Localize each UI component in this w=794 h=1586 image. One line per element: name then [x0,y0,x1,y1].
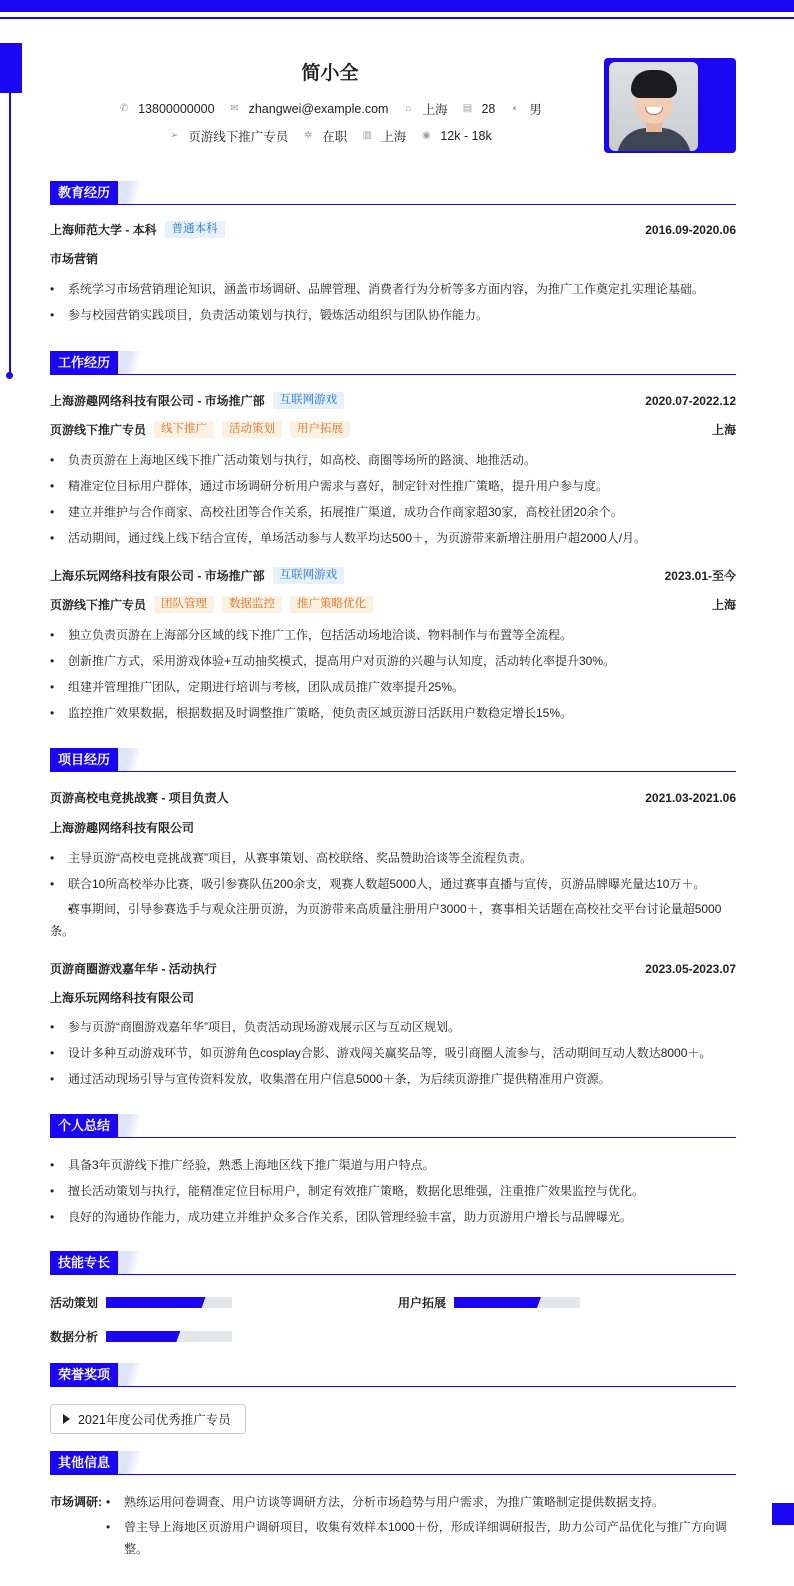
work-date: 2023.01-至今 [664,569,736,583]
target-city-item [361,127,406,145]
gender-text: 男 [529,103,542,117]
skill-tag: 数据监控 [222,596,282,613]
list-item: • 通过活动现场引导与宣传资料发放，收集潜在用户信息5000＋条，为后续页游推广提供精准用户资源。 [50,1068,736,1090]
project-company-row [50,989,736,1006]
list-item: • 参与页游“商圈游戏嘉年华”项目，负责活动现场游戏展示区与互动区规划。 [50,1016,736,1038]
other-section-title: 其他信息 [50,1451,144,1475]
skill-tag: 团队管理 [154,596,214,613]
company-name: 上海游趣网络科技有限公司 - 市场推广部 [50,394,265,408]
salary-text: 12k - 18k [440,129,492,143]
status-item [302,127,347,145]
target-job-item [168,127,288,145]
phone-icon: ✆ [119,103,129,114]
other-label: 市场调研: [50,1495,102,1509]
projects-divider [50,771,736,772]
skill-tag: 推广策略优化 [290,596,373,613]
phone-text: 13800000000 [138,102,215,116]
work-role-row [50,421,736,438]
skill-bar [106,1331,232,1342]
school-name: 上海师范大学 - 本科 [50,223,157,237]
skill-bar [454,1297,580,1308]
project-title: 页游高校电竞挑战赛 - 项目负责人 [50,791,229,805]
job-intent-row [50,127,610,145]
list-item: • 赛事期间，引导参赛选手与观众注册页游，为页游带来高质量注册用户3000＋，赛事相关话题在高校社交平台讨论量超5000条。 [50,898,736,942]
left-accent-dot [6,372,13,379]
list-item: • 主导页游“高校电竞挑战赛”项目，从赛事策划、高校联络、奖品赞助洽谈等全流程负责。 [50,847,736,869]
award-text: 2021年度公司优秀推广专员 [78,1413,231,1427]
send-icon: ➢ [170,130,179,141]
skill-bar-fill [454,1297,541,1308]
work-role-row [50,596,736,613]
skills-section-title: 技能专长 [50,1251,144,1275]
email-item [229,102,389,116]
email-text: zhangwei@example.com [248,102,389,116]
location-text: 上海 [422,103,448,117]
right-accent-block [772,1503,794,1525]
skill-item [50,1328,232,1345]
project-header-row [50,789,736,806]
skill-tag: 线下推广 [154,421,214,438]
project-title: 页游商圈游戏嘉年华 - 活动执行 [50,962,217,976]
top-accent-bar [0,0,794,12]
mail-icon: ✉ [230,103,239,114]
status-icon: ✲ [304,130,313,141]
summary-divider [50,1137,736,1138]
list-item: • 熟练运用问卷调查、用户访谈等调研方法，分析市场趋势与用户需求，为推广策略制定提供数据支持。 [106,1491,736,1513]
role-name: 页游线下推广专员 [50,423,147,437]
skill-bar [106,1297,232,1308]
projects-section-title: 项目经历 [50,748,144,772]
resume-header [50,58,610,158]
age-icon: ▤ [462,103,473,114]
education-divider [50,204,736,205]
project-date: 2021.03-2021.06 [645,790,736,805]
work-city: 上海 [711,598,736,612]
building-icon: ▥ [362,130,373,141]
list-item: • 具备3年页游线下推广经验，熟悉上海地区线下推广渠道与用户特点。 [50,1154,736,1176]
major-name: 市场营销 [50,252,99,266]
work-section-title: 工作经历 [50,351,144,375]
work-header-row [50,567,736,584]
skills-divider [50,1274,736,1275]
skill-item [398,1294,580,1311]
list-item: • 系统学习市场营销理论知识，涵盖市场调研、品牌管理、消费者行为分析等多方面内容，为推广工作奠定扎实理论基础。 [50,278,736,300]
work-header-row [50,392,736,409]
project-company: 上海乐玩网络科技有限公司 [50,991,195,1005]
education-header-row [50,221,736,238]
company-name: 上海乐玩网络科技有限公司 - 市场推广部 [50,569,265,583]
list-item: • 独立负责页游在上海部分区域的线下推广工作，包括活动场地洽谈、物料制作与布置等全流程。 [50,624,736,646]
degree-tag: 普通本科 [165,221,225,238]
list-item: • 负责页游在上海地区线下推广活动策划与执行，如高校、商圈等场所的路演、地推活动。 [50,449,736,471]
list-item: • 联合10所高校举办比赛，吸引参赛队伍200余支，观赛人数超5000人，通过赛事直播与宣传，页游品牌曝光量达10万＋。 [50,873,736,895]
awards-divider [50,1386,736,1387]
target-city-text: 上海 [381,130,407,144]
skill-tag: 用户拓展 [290,421,350,438]
status-text: 在职 [322,130,348,144]
summary-section-title: 个人总结 [50,1114,144,1138]
age-text: 28 [481,102,496,116]
industry-tag: 互联网游戏 [273,392,345,409]
project-company: 上海游趣网络科技有限公司 [50,821,195,835]
project-header-row [50,960,736,977]
list-item: • 组建并管理推广团队，定期进行培训与考核，团队成员推广效率提升25%。 [50,676,736,698]
industry-tag: 互联网游戏 [273,567,345,584]
skill-tag: 活动策划 [222,421,282,438]
list-item: • 活动期间，通过线上线下结合宣传，单场活动参与人数平均达500＋，为页游带来新增注册用户超2000人/月。 [50,527,736,549]
contact-row [50,100,610,118]
list-item: • 建立并维护与合作商家、高校社团等合作关系，拓展推广渠道，成功合作商家超30家，高校社团20余个。 [50,501,736,523]
project-company-row [50,819,736,836]
location-item [402,100,447,118]
avatar [609,62,698,151]
skill-name: 用户拓展 [398,1296,447,1310]
skill-bar-fill [106,1297,206,1308]
list-item: • 擅长活动策划与执行，能精准定位目标用户，制定有效推广策略，数据化思维强，注重推广效果监控与优化。 [50,1180,736,1202]
list-item: • 设计多种互动游戏环节，如页游角色cosplay合影、游戏闯关赢奖品等，吸引商圈人流参与，活动期间互动人数达8000＋。 [50,1042,736,1064]
salary-item [420,129,491,143]
award-item [50,1404,246,1434]
list-item: • 精准定位目标用户群体，通过市场调研分析用户需求与喜好，制定针对性推广策略，提升用户参与度。 [50,475,736,497]
gender-item [509,100,542,118]
project-date: 2023.05-2023.07 [645,961,736,976]
awards-section-title: 荣誉奖项 [50,1363,144,1387]
gender-icon: ◐ [512,103,519,114]
home-icon: ⌂ [405,103,412,114]
phone-item [118,102,214,116]
role-name: 页游线下推广专员 [50,598,147,612]
list-item: • 良好的沟通协作能力，成功建立并维护众多合作关系，团队管理经验丰富，助力页游用户增长与品牌曝光。 [50,1206,736,1228]
top-accent-line [0,17,794,19]
skill-bar-fill [106,1331,180,1342]
work-date: 2020.07-2022.12 [645,393,736,408]
play-icon [63,1414,70,1424]
education-date: 2016.09-2020.06 [645,222,736,237]
money-icon: ◉ [421,130,431,141]
left-accent-line [9,93,11,375]
other-divider [50,1474,736,1475]
skill-name: 活动策划 [50,1296,99,1310]
list-item: • 监控推广效果数据，根据数据及时调整推广策略，使负责区域页游日活跃用户数稳定增长15%。 [50,702,736,724]
age-item [461,102,495,116]
skill-item [50,1294,232,1311]
skill-name: 数据分析 [50,1330,99,1344]
list-item: • 参与校园营销实践项目，负责活动策划与执行，锻炼活动组织与团队协作能力。 [50,304,736,326]
left-accent-block [0,43,22,93]
work-divider [50,374,736,375]
major-row [50,250,736,267]
education-section-title: 教育经历 [50,181,144,205]
target-job-text: 页游线下推广专员 [188,130,289,144]
list-item: • 曾主导上海地区页游用户调研项目，收集有效样本1000＋份，形成详细调研报告，助力公司产品优化与推广方向调整。 [106,1516,736,1560]
work-city: 上海 [711,423,736,437]
candidate-name: 简小全 [301,63,359,84]
list-item: • 创新推广方式，采用游戏体验+互动抽奖模式，提高用户对页游的兴趣与认知度，活动转化率提升30%。 [50,650,736,672]
